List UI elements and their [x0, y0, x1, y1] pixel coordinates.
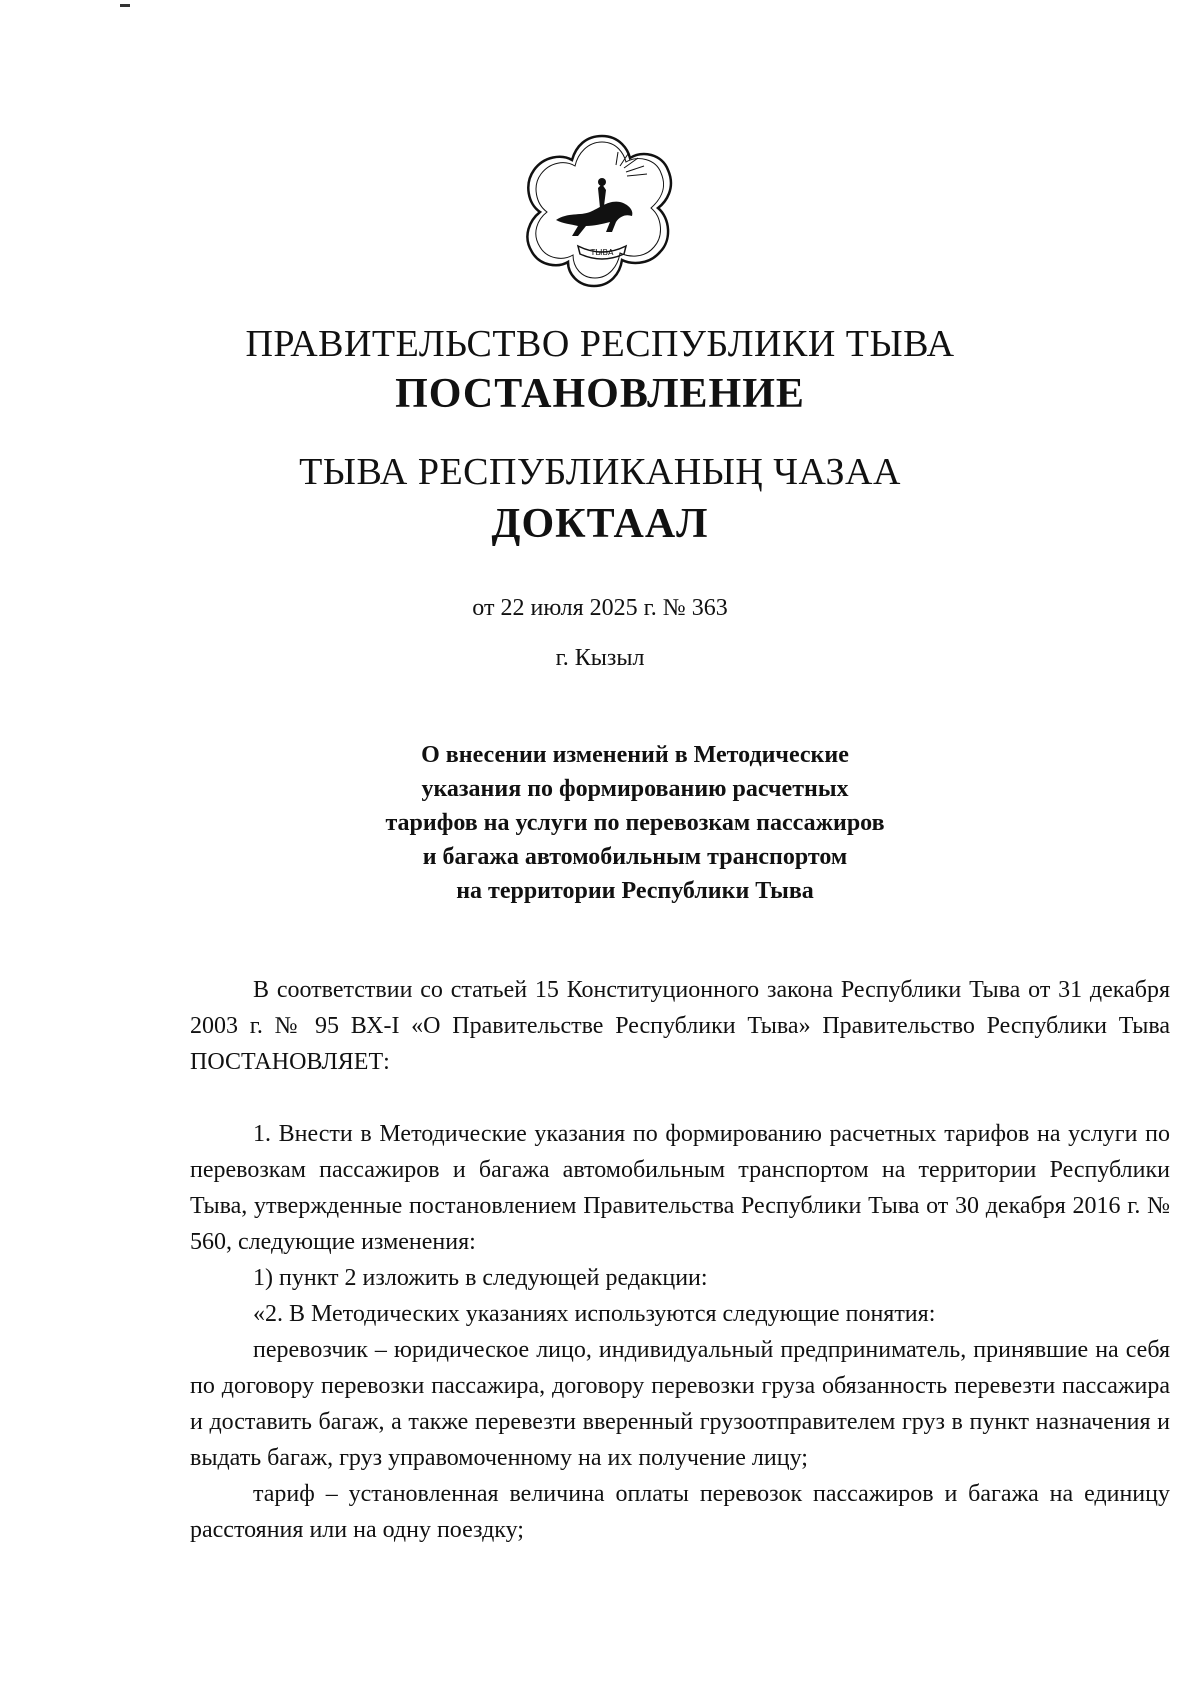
decree-city: г. Кызыл: [555, 645, 645, 671]
body-paragraph: «2. В Методических указаниях используются следующие понятия:: [253, 1301, 936, 1327]
decree-title: [290, 738, 980, 908]
scan-mark: [120, 4, 130, 7]
title-line: указания по формированию расчетных: [421, 776, 849, 802]
decree-date-number: от 22 июля 2025 г. № 363: [472, 595, 728, 621]
body-paragraph: тариф – установленная величина оплаты перевозок пассажиров и багажа на единицу расстояния или на одну поездку;: [190, 1481, 1170, 1543]
title-line: и багажа автомобильным транспортом: [422, 844, 848, 870]
title-line: тарифов на услуги по перевозкам пассажиров: [385, 810, 885, 836]
body-paragraph: 1) пункт 2 изложить в следующей редакции:: [253, 1265, 708, 1291]
title-line: О внесении изменений в Методические: [421, 742, 849, 768]
preamble-paragraph: В соответствии со статьей 15 Конституционного закона Республики Тыва от 31 декабря 2003 г. № 95 ВХ-I «О Правительстве Республики Тыва» Правительство Республики Тыва ПОСТАНОВЛЯЕТ:: [190, 977, 1170, 1075]
decree-type-ru: ПОСТАНОВЛЕНИЕ: [395, 371, 805, 417]
body-paragraph: 1. Внести в Методические указания по формированию расчетных тарифов на услуги по перевозкам пассажиров и багажа автомобильным транспортом на территории Республики Тыва, утвержденные постановлением Правительства Республики Тыва от 30 декабря 2016 г. № 560, следующие изменения:: [190, 1121, 1170, 1255]
title-line: на территории Республики Тыва: [456, 878, 814, 904]
preamble-section: [190, 972, 1170, 1080]
government-name-ru: ПРАВИТЕЛЬСТВО РЕСПУБЛИКИ ТЫВА: [245, 323, 955, 365]
emblem-icon: [520, 128, 685, 293]
government-name-tyv: ТЫВА РЕСПУБЛИКАНЫҢ ЧАЗАА: [299, 451, 901, 493]
body-paragraph: перевозчик – юридическое лицо, индивидуальный предприниматель, принявшие на себя по договору перевозки пассажира, договору перевозки груза обязанность перевезти пассажира и доставить багаж, а также перевезти вверенный грузоотправителем груз в пункт назначения и выдать багаж, груз управомоченному на их получение лицу;: [190, 1337, 1170, 1471]
decree-body: [190, 1116, 1170, 1548]
decree-type-tyv: ДОКТААЛ: [491, 501, 709, 547]
emblem-label: ТЫВА: [590, 248, 614, 257]
